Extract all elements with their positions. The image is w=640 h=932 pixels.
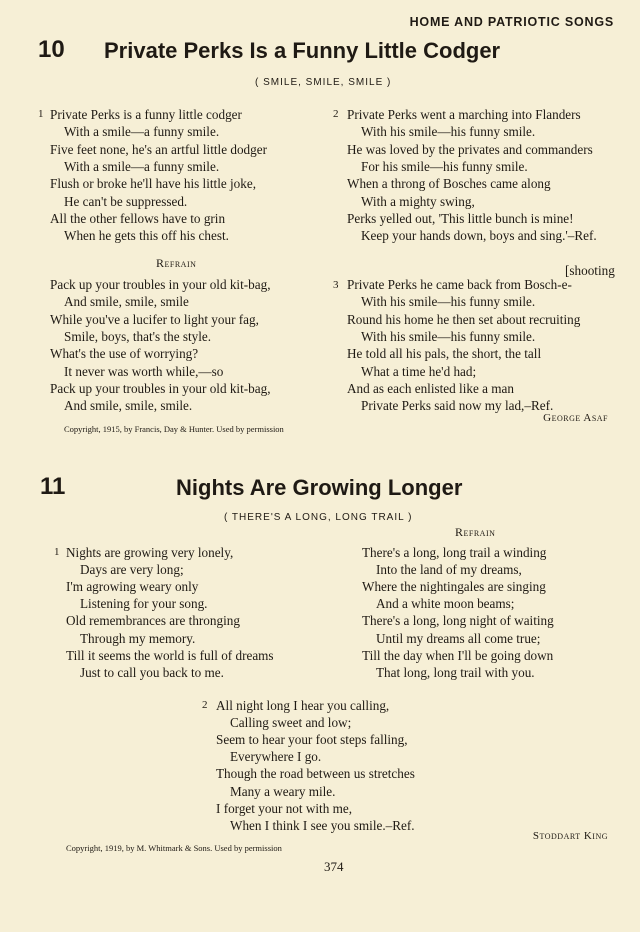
stanza-line: And as each enlisted like a man	[347, 380, 514, 396]
song-10-verse-3-number: 3	[333, 279, 339, 291]
stanza-line: All night long I hear you calling,	[216, 698, 390, 713]
stanza-line: I forget your not with me,	[216, 800, 353, 816]
stanza-line: What's the use of worrying?	[50, 346, 199, 362]
stanza-line: Where the nightingales are singing	[362, 579, 546, 595]
stanza-line: Private Perks said now my lad,–Ref.	[361, 398, 554, 414]
stanza-line: With his smile—his funny smile.	[361, 328, 536, 344]
stanza-line: Private Perks is a funny little codger	[50, 107, 242, 122]
stanza-line: Through my memory.	[80, 630, 196, 646]
stanza-line: Old remembrances are thronging	[66, 613, 240, 629]
song-11-refrain-label: Refrain	[455, 525, 496, 539]
stanza-line: Calling sweet and low;	[230, 715, 352, 731]
stanza-line: Everywhere I go.	[230, 749, 322, 765]
song-10-verse-2-number: 2	[333, 108, 339, 120]
stanza-line: Flush or broke he'll have his little joke,	[50, 176, 257, 192]
section-header: HOME AND PATRIOTIC SONGS	[409, 15, 614, 29]
stanza-line: With a mighty swing,	[361, 193, 475, 209]
stanza-line: Though the road between us stretches	[216, 766, 415, 782]
stanza-line: He told all his pals, the short, the tall	[347, 346, 542, 362]
stanza-line: Into the land of my dreams,	[376, 562, 522, 578]
stanza-line: Private Perks he came back from Bosch-e-	[347, 277, 572, 292]
stanza-line: With a smile—a funny smile.	[64, 124, 220, 140]
song-11-verse-1-number: 1	[54, 546, 60, 558]
stanza-line: He can't be suppressed.	[64, 193, 188, 209]
stanza-line: I'm agrowing weary only	[66, 579, 199, 595]
stanza-line: It never was worth while,—so	[64, 363, 224, 379]
stanza-line: Seem to hear your foot steps falling,	[216, 732, 408, 748]
song-10-copyright: Copyright, 1915, by Francis, Day & Hunter. Used by permission	[64, 424, 284, 434]
song-11-author: Stoddart King	[532, 830, 608, 842]
song-11-subtitle: ( THERE'S A LONG, LONG TRAIL )	[224, 512, 413, 523]
stanza-line: While you've a lucifer to light your fag,	[50, 311, 259, 327]
stanza-line: Smile, boys, that's the style.	[64, 328, 212, 344]
stanza-line: Days are very long;	[80, 562, 184, 578]
stanza-line: Till the day when I'll be going down	[362, 647, 554, 663]
song-11-verse-2-number: 2	[202, 699, 208, 711]
stanza-line: With his smile—his funny smile.	[361, 124, 536, 140]
stanza-line: What a time he'd had;	[361, 363, 477, 379]
stanza-line: And smile, smile, smile	[64, 294, 189, 310]
stanza-line: There's a long, long trail a winding	[362, 545, 547, 560]
stanza-line: Nights are growing very lonely,	[66, 545, 234, 560]
stanza-line: Keep your hands down, boys and sing.'–Ref.	[361, 228, 597, 244]
song-10-title: Private Perks Is a Funny Little Codger	[104, 38, 501, 63]
stanza-line: With a smile—a funny smile.	[64, 158, 220, 174]
stanza-line: Five feet none, he's an artful little dodger	[50, 141, 267, 157]
page-number: 374	[324, 859, 344, 874]
stanza-line: Listening for your song.	[80, 596, 208, 612]
song-11-title: Nights Are Growing Longer	[176, 475, 463, 500]
stanza-line: There's a long, long night of waiting	[362, 613, 554, 629]
stanza-line: Until my dreams all come true;	[376, 630, 541, 646]
stanza-line: Round his home he then set about recruiting	[347, 311, 581, 327]
song-11-number: 11	[40, 473, 66, 500]
stanza-line: Pack up your troubles in your old kit-bag,	[50, 380, 271, 396]
stanza-line: Perks yelled out, 'This little bunch is mine!	[347, 210, 574, 226]
song-10-subtitle: ( SMILE, SMILE, SMILE )	[255, 77, 392, 88]
song-10-shooting-note: [shooting	[565, 263, 615, 278]
stanza-line: Till it seems the world is full of dreams	[66, 647, 274, 663]
song-10-author: George Asaf	[543, 412, 608, 424]
stanza-line: With his smile—his funny smile.	[361, 294, 536, 310]
stanza-line: Many a weary mile.	[230, 783, 336, 799]
song-10-number: 10	[38, 36, 65, 63]
stanza-line: That long, long trail with you.	[376, 664, 535, 680]
song-10-verse-1-number: 1	[38, 108, 44, 120]
stanza-line: Private Perks went a marching into Flanders	[347, 107, 581, 122]
stanza-line: Pack up your troubles in your old kit-bag,	[50, 277, 271, 292]
stanza-line: When a throng of Bosches came along	[347, 176, 551, 192]
stanza-line: He was loved by the privates and commanders	[347, 141, 593, 157]
stanza-line: All the other fellows have to grin	[50, 210, 226, 226]
stanza-line: And a white moon beams;	[376, 596, 515, 612]
song-10-refrain-label: Refrain	[156, 256, 197, 270]
stanza-line: For his smile—his funny smile.	[361, 158, 528, 174]
stanza-line: When he gets this off his chest.	[64, 228, 229, 244]
stanza-line: And smile, smile, smile.	[64, 398, 193, 414]
song-11-copyright: Copyright, 1919, by M. Whitmark & Sons. Used by permission	[66, 843, 282, 853]
stanza-line: When I think I see you smile.–Ref.	[230, 817, 415, 833]
stanza-line: Just to call you back to me.	[80, 664, 224, 680]
